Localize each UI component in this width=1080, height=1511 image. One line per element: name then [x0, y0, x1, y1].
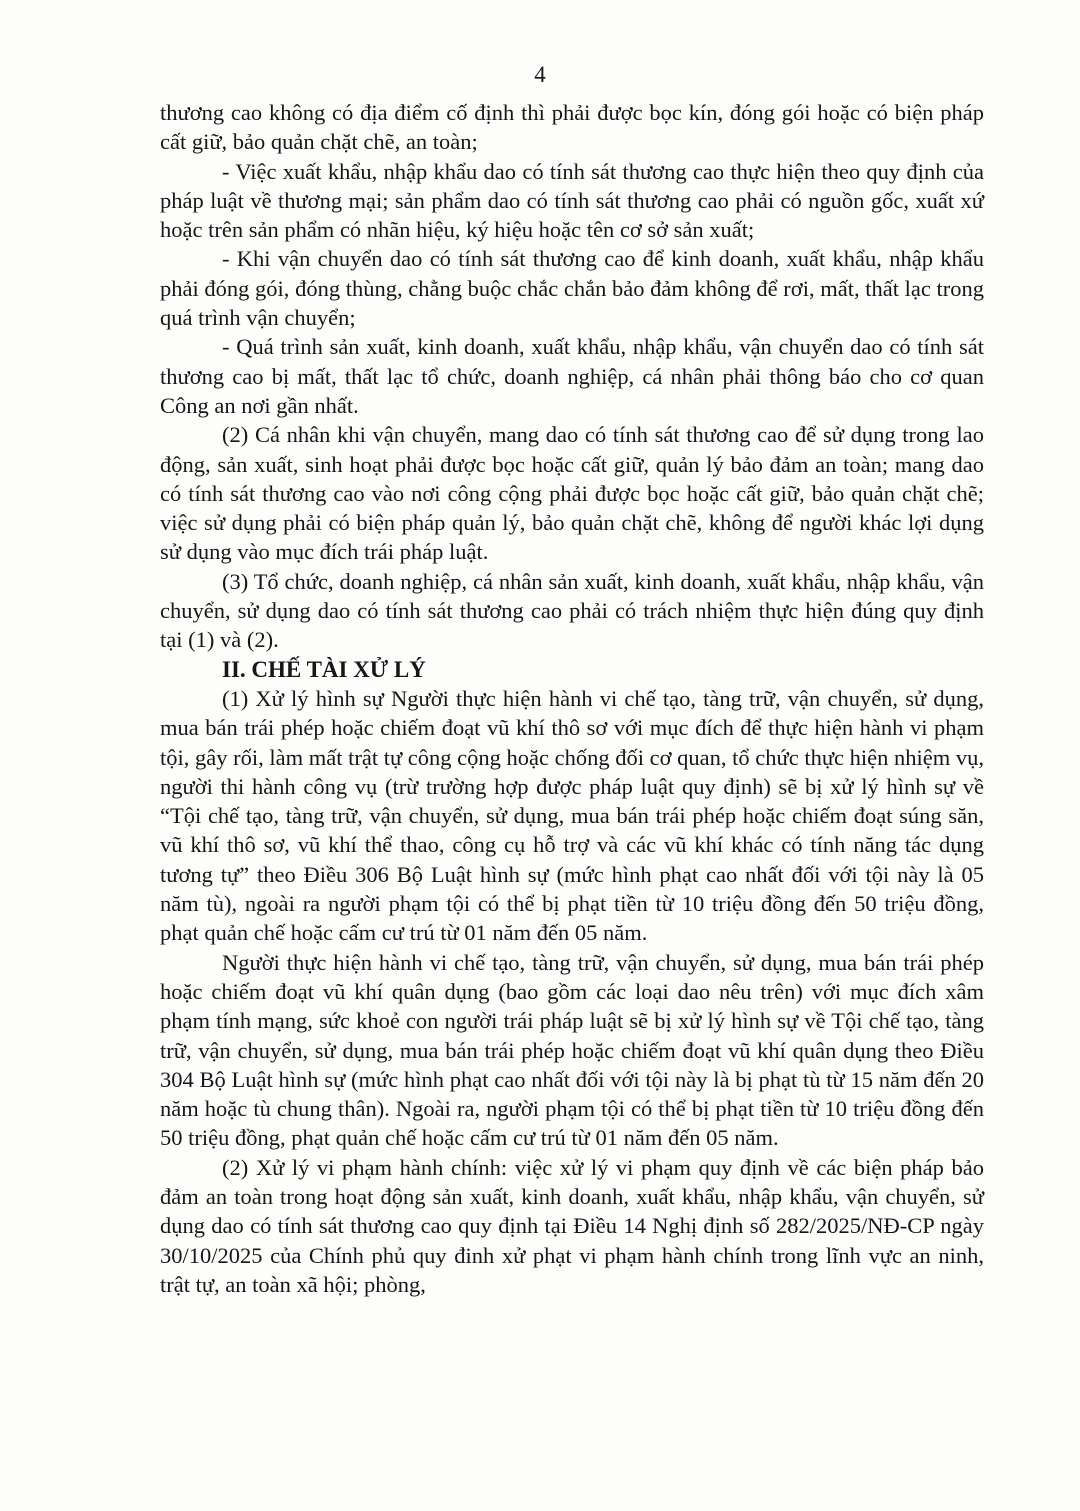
- paragraph-transport: - Khi vận chuyển dao có tính sát thương cao để kinh doanh, xuất khẩu, nhập khẩu phải đóng gói, đóng thùng, chằng buộc chắc chắn bảo đảm không để rơi, mất, thất lạc trong quá trình vận chuyển;: [160, 246, 984, 331]
- paragraph-loss-report: - Quá trình sản xuất, kinh doanh, xuất khẩu, nhập khẩu, vận chuyển dao có tính sát thương cao bị mất, thất lạc tổ chức, doanh nghiệp, cá nhân phải thông báo cho cơ quan Công an nơi gần nhất.: [160, 334, 984, 418]
- document-body: [160, 98, 984, 1299]
- paragraph-continuation: thương cao không có địa điểm cố định thì phải được bọc kín, đóng gói hoặc có biện pháp cất giữ, bảo quản chặt chẽ, an toàn;: [160, 100, 984, 155]
- paragraph-individual-use: (2) Cá nhân khi vận chuyển, mang dao có tính sát thương cao để sử dụng trong lao động, sản xuất, sinh hoạt phải được bọc hoặc cất giữ, quản lý bảo đảm an toàn; mang dao có tính sát thương cao vào nơi công cộng phải được bọc hoặc cất giữ, bảo quản chặt chẽ; việc sử dụng phải có biện pháp quản lý, bảo quản chặt chẽ, không để người khác lợi dụng sử dụng vào mục đích trái pháp luật.: [160, 422, 984, 565]
- paragraph-export-import: - Việc xuất khẩu, nhập khẩu dao có tính sát thương cao thực hiện theo quy định của pháp luật về thương mại; sản phẩm dao có tính sát thương cao phải có nguồn gốc, xuất xứ hoặc trên sản phẩm có nhãn hiệu, ký hiệu hoặc tên cơ sở sản xuất;: [160, 158, 984, 243]
- paragraph-responsibility: (3) Tổ chức, doanh nghiệp, cá nhân sản xuất, kinh doanh, xuất khẩu, nhập khẩu, vận chuyển, sử dụng dao có tính sát thương cao phải có trách nhiệm thực hiện đúng quy định tại (1) và (2).: [160, 568, 984, 653]
- paragraph-military-weapons: Người thực hiện hành vi chế tạo, tàng trữ, vận chuyển, sử dụng, mua bán trái phép hoặc chiếm đoạt vũ khí quân dụng (bao gồm các loại dao nêu trên) với mục đích xâm phạm tính mạng, sức khoẻ con người trái pháp luật sẽ bị xử lý hình sự về Tội chế tạo, tàng trữ, vận chuyển, sử dụng, mua bán trái phép hoặc chiếm đoạt vũ khí quân dụng theo Điều 304 Bộ Luật hình sự (mức hình phạt cao nhất đối với tội này là bị phạt tù từ 15 năm đến 20 năm hoặc tù chung thân). Ngoài ra, người phạm tội có thể bị phạt tiền từ 10 triệu đồng đến 50 triệu đồng, phạt quản chế hoặc cấm cư trú từ 01 năm đến 05 năm.: [160, 949, 984, 1151]
- paragraph-criminal-handling: (1) Xử lý hình sự Người thực hiện hành vi chế tạo, tàng trữ, vận chuyển, sử dụng, mua bán trái phép hoặc chiếm đoạt vũ khí thô sơ với mục đích để thực hiện hành vi phạm tội, gây rối, làm mất trật tự công cộng hoặc chống đối cơ quan, tổ chức thực hiện nhiệm vụ, người thi hành công vụ (trừ trường hợp được pháp luật quy định) sẽ bị xử lý hình sự về “Tội chế tạo, tàng trữ, vận chuyển, sử dụng, mua bán trái phép hoặc chiếm đoạt súng săn, vũ khí thô sơ, vũ khí thể thao, công cụ hỗ trợ và các vũ khí khác có tính năng tác dụng tương tự” theo Điều 306 Bộ Luật hình sự (mức hình phạt cao nhất đối với tội này là 05 năm tù), ngoài ra người phạm tội có thể bị phạt tiền từ 10 triệu đồng đến 50 triệu đồng, phạt quản chế hoặc cấm cư trú từ 01 năm đến 05 năm.: [160, 685, 984, 946]
- paragraph-administrative-handling: (2) Xử lý vi phạm hành chính: việc xử lý vi phạm quy định về các biện pháp bảo đảm an toàn trong hoạt động sản xuất, kinh doanh, xuất khẩu, nhập khẩu, vận chuyển, sử dụng dao có tính sát thương cao quy định tại Điều 14 Nghị định số 282/2025/NĐ-CP ngày 30/10/2025 của Chính phủ quy đinh xử phạt vi phạm hành chính trong lĩnh vực an ninh, trật tự, an toàn xã hội; phòng,: [160, 1154, 984, 1297]
- page-number: 4: [534, 62, 546, 87]
- section-heading: II. CHẾ TÀI XỬ LÝ: [222, 656, 426, 682]
